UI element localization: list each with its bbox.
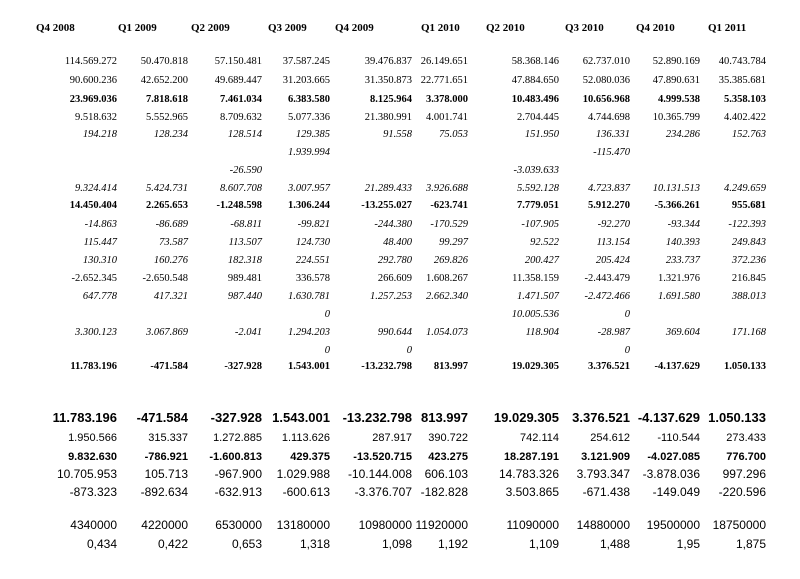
value-cell: 1.543.001 (272, 410, 330, 425)
value-cell: 50.470.818 (140, 56, 188, 67)
value-cell: 11090000 (506, 518, 559, 532)
value-cell: 1.543.001 (288, 361, 330, 372)
value-cell: -3.376.707 (354, 485, 412, 499)
value-cell: 955.681 (731, 200, 766, 211)
result-repeat-row (0, 411, 800, 425)
value-cell: 10980000 (358, 518, 412, 532)
value-cell: 813.997 (433, 361, 468, 372)
other-row-3 (0, 146, 800, 160)
value-cell: 234.286 (665, 129, 700, 140)
value-cell: 1.691.580 (658, 291, 700, 302)
value-cell: 62.737.010 (582, 56, 630, 67)
value-cell: 124.730 (295, 237, 330, 248)
value-cell: -115.470 (593, 147, 630, 158)
value-cell: 118.904 (525, 327, 559, 338)
other-row-1 (0, 111, 800, 125)
value-cell: 1.471.507 (517, 291, 559, 302)
value-cell: 7.818.618 (146, 94, 188, 105)
value-cell: -99.821 (297, 219, 330, 230)
value-cell: 1.029.988 (276, 467, 330, 481)
value-cell: 160.276 (153, 255, 188, 266)
value-cell: 10.365.799 (652, 112, 700, 123)
value-cell: -107.905 (521, 219, 559, 230)
value-cell: 5.358.103 (724, 94, 766, 105)
value-cell: 0 (324, 345, 330, 356)
other-row-4 (0, 164, 800, 178)
value-cell: -2.472.466 (584, 291, 630, 302)
value-cell: 0,653 (231, 537, 262, 551)
value-cell: -623.741 (430, 200, 468, 211)
value-cell: 1.939.994 (288, 147, 330, 158)
value-cell: 5.424.731 (146, 183, 188, 194)
value-cell: 9.832.630 (68, 451, 117, 463)
value-cell: -122.393 (728, 219, 766, 230)
value-cell: 14.783.326 (498, 467, 559, 481)
value-cell: 3.793.347 (576, 467, 630, 481)
value-cell: 26.149.651 (420, 56, 468, 67)
value-cell: 205.424 (595, 255, 630, 266)
value-cell: 10.656.968 (582, 94, 630, 105)
value-cell: 606.103 (424, 467, 468, 481)
value-cell: 31.350.873 (364, 75, 412, 86)
value-cell: 742.114 (520, 432, 559, 444)
column-header: Q1 2011 (708, 22, 747, 34)
value-cell: 42.652.200 (140, 75, 188, 86)
value-cell: 152.763 (731, 129, 766, 140)
value-cell: 58.368.146 (511, 56, 559, 67)
value-cell: 35.385.681 (718, 75, 766, 86)
value-cell: 987.440 (227, 291, 262, 302)
value-cell: -13.520.715 (353, 451, 412, 463)
value-cell: -28.987 (597, 327, 630, 338)
value-cell: 2.265.653 (146, 200, 188, 211)
value-cell: -14.863 (84, 219, 117, 230)
minor-row-8 (0, 344, 800, 358)
value-cell: -93.344 (667, 219, 700, 230)
value-cell: 37.587.245 (282, 56, 330, 67)
value-cell: -892.634 (140, 485, 188, 499)
minor-row-6 (0, 308, 800, 322)
value-cell: -170.529 (430, 219, 468, 230)
value-cell: -26.590 (229, 165, 262, 176)
value-cell: 99.297 (439, 237, 468, 248)
column-header: Q3 2009 (268, 22, 307, 34)
value-cell: -2.650.548 (142, 273, 188, 284)
value-cell: -873.323 (69, 485, 117, 499)
value-cell: 19.029.305 (511, 361, 559, 372)
minor-row-2 (0, 236, 800, 250)
value-cell: 2.662.340 (426, 291, 468, 302)
value-cell: 114.569.272 (64, 56, 117, 67)
minor-row-7 (0, 326, 800, 340)
value-cell: 5.912.270 (588, 200, 630, 211)
value-cell: 1.113.626 (281, 432, 330, 444)
value-cell: 233.737 (665, 255, 700, 266)
value-cell: 57.150.481 (214, 56, 262, 67)
summary-row-1 (0, 431, 800, 445)
value-cell: -149.049 (652, 485, 700, 499)
result-row (0, 360, 800, 374)
value-cell: 776.700 (726, 451, 766, 463)
value-cell: 14880000 (576, 518, 630, 532)
minor-row-3 (0, 254, 800, 268)
value-cell: 1,875 (735, 537, 766, 551)
value-cell: 2.704.445 (517, 112, 559, 123)
value-cell: 75.053 (439, 129, 468, 140)
value-cell: -13.255.027 (361, 200, 412, 211)
value-cell: 292.780 (377, 255, 412, 266)
value-cell: -68.811 (230, 219, 262, 230)
value-cell: -110.544 (657, 432, 700, 444)
value-cell: 254.612 (590, 432, 630, 444)
value-cell: 129.385 (295, 129, 330, 140)
value-cell: 1.257.253 (370, 291, 412, 302)
value-cell: -182.828 (420, 485, 468, 499)
value-cell: 5.077.336 (288, 112, 330, 123)
other-row-2 (0, 128, 800, 142)
value-cell: 128.514 (227, 129, 262, 140)
value-cell: 0 (624, 345, 630, 356)
value-cell: 151.950 (524, 129, 559, 140)
value-cell: 1,318 (299, 537, 330, 551)
value-cell: 1,098 (381, 537, 412, 551)
value-cell: 423.275 (428, 451, 468, 463)
value-cell: 997.296 (722, 467, 766, 481)
value-cell: 216.845 (731, 273, 766, 284)
value-cell: 1.272.885 (213, 432, 262, 444)
value-cell: 417.321 (153, 291, 188, 302)
value-cell: 4.999.538 (658, 94, 700, 105)
minor-row-5 (0, 290, 800, 304)
value-cell: 113.507 (228, 237, 262, 248)
value-cell: 47.884.650 (511, 75, 559, 86)
value-cell: 0 (324, 309, 330, 320)
value-cell: 4220000 (141, 518, 188, 532)
value-cell: 200.427 (524, 255, 559, 266)
value-cell: -1.248.598 (216, 200, 262, 211)
value-cell: 1.630.781 (288, 291, 330, 302)
value-cell: 3.121.909 (581, 451, 630, 463)
value-cell: 1,488 (599, 537, 630, 551)
value-cell: -786.921 (144, 451, 188, 463)
count-row (0, 518, 800, 532)
column-header: Q2 2009 (191, 22, 230, 34)
value-cell: 11.783.196 (52, 410, 117, 425)
value-cell: 115.447 (83, 237, 117, 248)
value-cell: 47.890.631 (652, 75, 700, 86)
value-cell: 9.518.632 (75, 112, 117, 123)
value-cell: 4.001.741 (426, 112, 468, 123)
value-cell: 388.013 (731, 291, 766, 302)
value-cell: -327.928 (224, 361, 262, 372)
value-cell: -4.137.629 (654, 361, 700, 372)
value-cell: 0 (406, 345, 412, 356)
minor-row-1 (0, 218, 800, 232)
cost-row (0, 74, 800, 88)
value-cell: 315.337 (148, 432, 188, 444)
value-cell: 336.578 (295, 273, 330, 284)
value-cell: 3.067.869 (146, 327, 188, 338)
value-cell: -327.928 (210, 410, 262, 425)
value-cell: 22.771.651 (420, 75, 468, 86)
value-cell: 105.713 (144, 467, 188, 481)
value-cell: -10.144.008 (347, 467, 412, 481)
value-cell: 4.744.698 (588, 112, 630, 123)
value-cell: 19.029.305 (493, 410, 559, 425)
value-cell: 91.558 (383, 129, 412, 140)
summary-row-2 (0, 450, 800, 464)
value-cell: 40.743.784 (718, 56, 766, 67)
value-cell: 92.522 (530, 237, 559, 248)
value-cell: -4.027.085 (647, 451, 700, 463)
value-cell: 7.779.051 (517, 200, 559, 211)
value-cell: 136.331 (595, 129, 630, 140)
value-cell: -4.137.629 (637, 410, 700, 425)
value-cell: -92.270 (597, 219, 630, 230)
value-cell: 273.433 (726, 432, 766, 444)
value-cell: 49.689.447 (214, 75, 262, 86)
value-cell: 989.481 (227, 273, 262, 284)
minor-row-4 (0, 272, 800, 286)
value-cell: 813.997 (421, 410, 468, 425)
value-cell: 4.402.422 (724, 112, 766, 123)
value-cell: 3.503.865 (505, 485, 559, 499)
value-cell: -5.366.261 (654, 200, 700, 211)
value-cell: -632.913 (214, 485, 262, 499)
value-cell: 390.722 (428, 432, 468, 444)
value-cell: 18750000 (712, 518, 766, 532)
expenses-row (0, 182, 800, 196)
value-cell: -471.584 (136, 410, 188, 425)
value-cell: -13.232.798 (361, 361, 412, 372)
value-cell: 13180000 (276, 518, 330, 532)
value-cell: -86.689 (155, 219, 188, 230)
summary-row-3 (0, 467, 800, 481)
value-cell: 10.131.513 (652, 183, 700, 194)
value-cell: 0 (624, 309, 630, 320)
value-cell: -13.232.798 (342, 410, 412, 425)
column-header: Q4 2008 (36, 22, 75, 34)
value-cell: 1.321.976 (658, 273, 700, 284)
value-cell: 31.203.665 (282, 75, 330, 86)
value-cell: 128.234 (153, 129, 188, 140)
value-cell: -220.596 (718, 485, 766, 499)
value-cell: -244.380 (374, 219, 412, 230)
value-cell: 11.358.159 (512, 273, 559, 284)
gross-profit-row (0, 93, 800, 107)
value-cell: 14.450.404 (69, 200, 117, 211)
value-cell: 3.007.957 (288, 183, 330, 194)
value-cell: -2.652.345 (71, 273, 117, 284)
value-cell: 5.552.965 (146, 112, 188, 123)
value-cell: 3.926.688 (426, 183, 468, 194)
value-cell: 182.318 (227, 255, 262, 266)
value-cell: 224.551 (295, 255, 330, 266)
value-cell: 4.723.837 (588, 183, 630, 194)
value-cell: -967.900 (214, 467, 262, 481)
operating-result-row (0, 199, 800, 213)
value-cell: -3.878.036 (642, 467, 700, 481)
value-cell: 73.587 (159, 237, 188, 248)
value-cell: 4.249.659 (724, 183, 766, 194)
value-cell: 52.890.169 (652, 56, 700, 67)
value-cell: 647.778 (82, 291, 117, 302)
column-header: Q2 2010 (486, 22, 525, 34)
value-cell: 1.294.203 (288, 327, 330, 338)
value-cell: 11920000 (415, 518, 468, 532)
column-header: Q1 2010 (421, 22, 460, 34)
value-cell: 4340000 (70, 518, 117, 532)
value-cell: 52.080.036 (582, 75, 630, 86)
value-cell: 8.125.964 (370, 94, 412, 105)
value-cell: 48.400 (383, 237, 412, 248)
column-header: Q4 2009 (335, 22, 374, 34)
column-header: Q4 2010 (636, 22, 675, 34)
value-cell: 1.950.566 (68, 432, 117, 444)
value-cell: 11.783.196 (70, 361, 117, 372)
column-header: Q3 2010 (565, 22, 604, 34)
value-cell: 1.054.073 (426, 327, 468, 338)
value-cell: -2.443.479 (584, 273, 630, 284)
value-cell: 1.306.244 (288, 200, 330, 211)
value-cell: 249.843 (731, 237, 766, 248)
value-cell: 90.600.236 (69, 75, 117, 86)
value-cell: -471.584 (150, 361, 188, 372)
value-cell: 1.050.133 (708, 410, 766, 425)
value-cell: -3.039.633 (513, 165, 559, 176)
value-cell: 10.705.953 (56, 467, 117, 481)
value-cell: 9.324.414 (75, 183, 117, 194)
value-cell: 21.289.433 (364, 183, 412, 194)
value-cell: 8.709.632 (220, 112, 262, 123)
value-cell: 10.005.536 (511, 309, 559, 320)
value-cell: -1.600.813 (209, 451, 262, 463)
value-cell: 1,109 (528, 537, 559, 551)
value-cell: -2.041 (234, 327, 262, 338)
value-cell: 266.609 (377, 273, 412, 284)
value-cell: 113.154 (596, 237, 630, 248)
value-cell: 990.644 (377, 327, 412, 338)
value-cell: 0,434 (86, 537, 117, 551)
value-cell: 3.376.521 (588, 361, 630, 372)
value-cell: 429.375 (290, 451, 330, 463)
value-cell: 1.050.133 (724, 361, 766, 372)
value-cell: 372.236 (731, 255, 766, 266)
summary-row-4 (0, 485, 800, 499)
value-cell: 10.483.496 (511, 94, 559, 105)
value-cell: 7.461.034 (220, 94, 262, 105)
value-cell: 19500000 (646, 518, 700, 532)
ratio-row (0, 537, 800, 551)
value-cell: 287.917 (372, 432, 412, 444)
value-cell: 6.383.580 (288, 94, 330, 105)
value-cell: 3.378.000 (426, 94, 468, 105)
value-cell: 369.604 (665, 327, 700, 338)
value-cell: 1,95 (676, 537, 700, 551)
value-cell: 3.300.123 (75, 327, 117, 338)
value-cell: 21.380.991 (364, 112, 412, 123)
value-cell: 171.168 (731, 327, 766, 338)
value-cell: 194.218 (82, 129, 117, 140)
value-cell: -600.613 (282, 485, 330, 499)
value-cell: 3.376.521 (572, 410, 630, 425)
value-cell: 5.592.128 (517, 183, 559, 194)
value-cell: 39.476.837 (364, 56, 412, 67)
value-cell: -671.438 (582, 485, 630, 499)
value-cell: 1,192 (437, 537, 468, 551)
value-cell: 140.393 (665, 237, 700, 248)
value-cell: 8.607.708 (220, 183, 262, 194)
column-header: Q1 2009 (118, 22, 157, 34)
value-cell: 0,422 (157, 537, 188, 551)
value-cell: 1.608.267 (426, 273, 468, 284)
value-cell: 130.310 (82, 255, 117, 266)
value-cell: 18.287.191 (503, 451, 559, 463)
revenue-row (0, 55, 800, 69)
value-cell: 23.969.036 (69, 94, 117, 105)
value-cell: 6530000 (215, 518, 262, 532)
value-cell: 269.826 (433, 255, 468, 266)
